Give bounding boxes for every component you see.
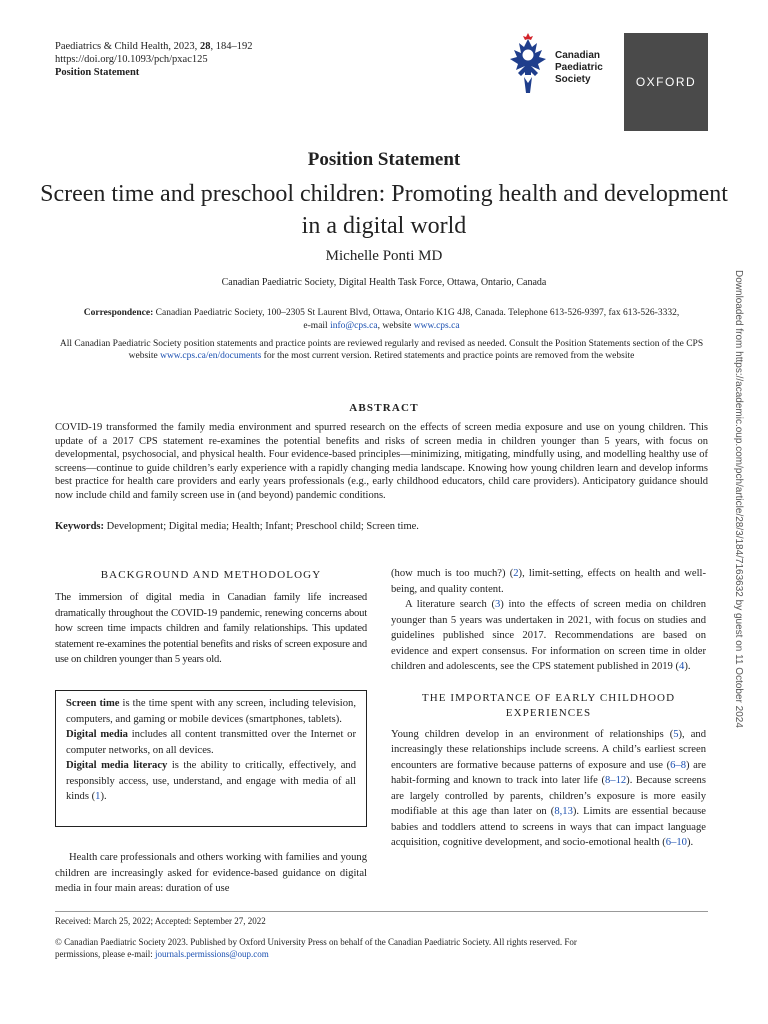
download-watermark	[732, 270, 746, 770]
text: Young children develop in an environment of relationships (	[391, 728, 674, 740]
disclaimer-text-1: All Canadian Paediatric Society position statements and practice points are reviewed regularly and revised as needed. Consult the Position Statements section of the CPS website	[59, 339, 704, 361]
text: ) into the effects of screen media on children younger than 5 years was undertaken in 2021, with focus on studies and guidelines published since 2017. Recommendations are based on evidence and expert consensus. For information on screen time in older children and adolescents, see the CPS statement published in 2019 (	[391, 599, 706, 672]
background-heading: BACKGROUND AND METHODOLOGY	[100, 569, 322, 581]
oxford-logo-text: OXFORD	[635, 75, 697, 89]
correspondence	[55, 307, 708, 333]
article-type: Position Statement	[55, 67, 140, 78]
definition-digital-media-literacy	[66, 758, 356, 805]
permissions-email-link[interactable]: journals.permissions@oup.com	[154, 949, 269, 959]
term-digital-media: Digital media	[66, 729, 128, 740]
guidance-paragraph: Health care professionals and others working with families and young children are increasingly asked for evidence-based guidance on digital media in four main areas: duration of use	[55, 852, 367, 894]
citation-link[interactable]: 5	[673, 728, 679, 740]
documents-link[interactable]: www.cps.ca/en/documents	[160, 351, 262, 361]
literature-search-paragraph	[391, 597, 706, 675]
journal-line: Paediatrics & Child Health, 2023,	[55, 41, 200, 52]
right-column	[391, 566, 706, 851]
disclaimer-text-2: for the most current version. Retired statements and practice points are removed from the website	[261, 351, 635, 361]
correspondence-label: Correspondence:	[83, 308, 154, 318]
correspondence-text: Canadian Paediatric Society, 100–2305 St Laurent Blvd, Ottawa, Ontario K1G 4J8, Canada. Telephone 613-526-9397, fax 613-526-3332,	[153, 308, 680, 318]
cps-name	[555, 50, 603, 86]
definitions-box	[55, 690, 367, 827]
early-childhood-heading: THE IMPORTANCE OF EARLY CHILDHOOD EXPERIENCES	[421, 691, 676, 719]
early-childhood-paragraph	[391, 727, 706, 851]
abstract-heading: ABSTRACT	[349, 402, 419, 414]
citation-link[interactable]: 6–10	[665, 837, 687, 848]
footer-divider	[55, 911, 708, 912]
cps-name-line-3: Society	[555, 74, 591, 85]
email-prefix: e-mail	[303, 321, 331, 331]
text: ).	[684, 661, 691, 672]
journal-volume: 28	[199, 41, 211, 52]
received-accepted-dates: Received: March 25, 2022; Accepted: September 27, 2022	[55, 916, 266, 926]
right-paragraph-1	[391, 566, 706, 597]
definition-screen-time	[66, 696, 356, 727]
citation-link[interactable]: 6–8	[670, 759, 686, 771]
doi-link[interactable]: https://doi.org/10.1093/pch/pxac125	[55, 54, 208, 65]
email-link[interactable]: info@cps.ca	[330, 321, 378, 331]
text: ) are habit-forming and known to track into later life (	[391, 759, 707, 786]
left-column-bottom	[55, 850, 367, 897]
citation-link[interactable]: 8,13	[554, 806, 573, 817]
journal-citation	[55, 40, 252, 79]
term-screen-time: Screen time	[66, 698, 120, 709]
text: ). Limits are essential because babies and toddlers attend to screens in ways that can impact language acquisition, cognitive development, and socio-emotional health (	[391, 806, 706, 848]
keywords-label: Keywords:	[55, 521, 104, 532]
def-digital-media-literacy: is the ability to critically, effectively, and responsibly access, use, understand, and engage with media of all kinds (	[66, 760, 356, 802]
citation-link[interactable]: 4	[679, 661, 685, 672]
download-watermark-text: Downloaded from https://academic.oup.com/pch/article/28/3/184/7163632 by guest on 11 October 2024	[733, 270, 744, 728]
cps-name-line-1: Canadian	[555, 50, 601, 61]
copyright-text: © Canadian Paediatric Society 2023. Published by Oxford University Press on behalf of the Canadian Paediatric Society. All rights reserved. For permissions, please e-mail:	[55, 937, 577, 959]
def-end: ).	[100, 791, 107, 802]
article-title: Screen time and preschool children: Promoting health and development in a digital world	[40, 181, 728, 239]
text: (how much is too much?) (	[391, 568, 514, 579]
text: ), and increasingly these relationships include screens. A child’s earliest screen encounters are formative because patterns of exposure and use (	[391, 728, 706, 771]
keywords-list: Development; Digital media; Health; Infant; Preschool child; Screen time.	[104, 521, 419, 532]
abstract-body: COVID-19 transformed the family media environment and spurred research on the effects of screen media exposure and use on young children. This update of a 2017 CPS statement re-examines the potential benefits and risks of screen media in children younger than 5 years, with focus on developmental, psychosocial, and physical health. Four evidence-based principles—minimizing, mitigating, mindfully using, and modelling healthy use of screens—continue to guide children’s early experience with a rapidly changing media landscape. Knowing how young children learn and develop informs best practice for health care providers and early years professionals (e.g., early childhood educators, child care providers). Anticipatory guidance should now include child and family screen use in (and beyond) pandemic conditions.	[55, 422, 708, 501]
text: ).	[686, 837, 694, 848]
author-affiliation: Canadian Paediatric Society, Digital Health Task Force, Ottawa, Ontario, Canada	[221, 277, 547, 288]
text: ), limit-setting, effects on health and well-being, and quality content.	[391, 568, 706, 595]
term-digital-media-literacy: Digital media literacy	[66, 760, 168, 771]
text: ). Because screens are largely controlled by parents, children’s exposure is more easily modifiable at this age than later on (	[391, 775, 706, 817]
website-prefix: , website	[377, 321, 414, 331]
website-link[interactable]: www.cps.ca	[413, 321, 460, 331]
oxford-logo	[624, 33, 708, 131]
copyright-notice	[55, 936, 615, 960]
citation-link[interactable]: 2	[513, 568, 519, 579]
author-name: Michelle Ponti MD	[325, 248, 443, 264]
text: A literature search (	[405, 599, 495, 610]
def-screen-time: is the time spent with any screen, including television, computers, and gaming or mobile devices (smartphones, tablets).	[66, 698, 356, 725]
disclaimer	[55, 338, 708, 362]
definition-digital-media	[66, 727, 356, 758]
left-column-top	[55, 568, 367, 668]
keywords	[55, 521, 708, 532]
background-paragraph: The immersion of digital media in Canadian family life increased dramatically throughout the COVID-19 pandemic, renewing concerns about how screen time impacts children and family relationships. This updated statement re-examines the potential benefits and risks of screen exposure and use on children younger than 5 years old.	[55, 592, 367, 665]
cps-name-line-2: Paediatric	[555, 62, 603, 73]
journal-pages: , 184–192	[210, 41, 253, 52]
section-label: Position Statement	[307, 149, 461, 170]
citation-link[interactable]: 1	[95, 791, 101, 802]
citation-link[interactable]: 8–12	[604, 775, 627, 786]
def-digital-media: includes all content transmitted over the Internet or computer networks, on all devices.	[66, 729, 356, 756]
citation-link[interactable]: 3	[495, 599, 501, 610]
